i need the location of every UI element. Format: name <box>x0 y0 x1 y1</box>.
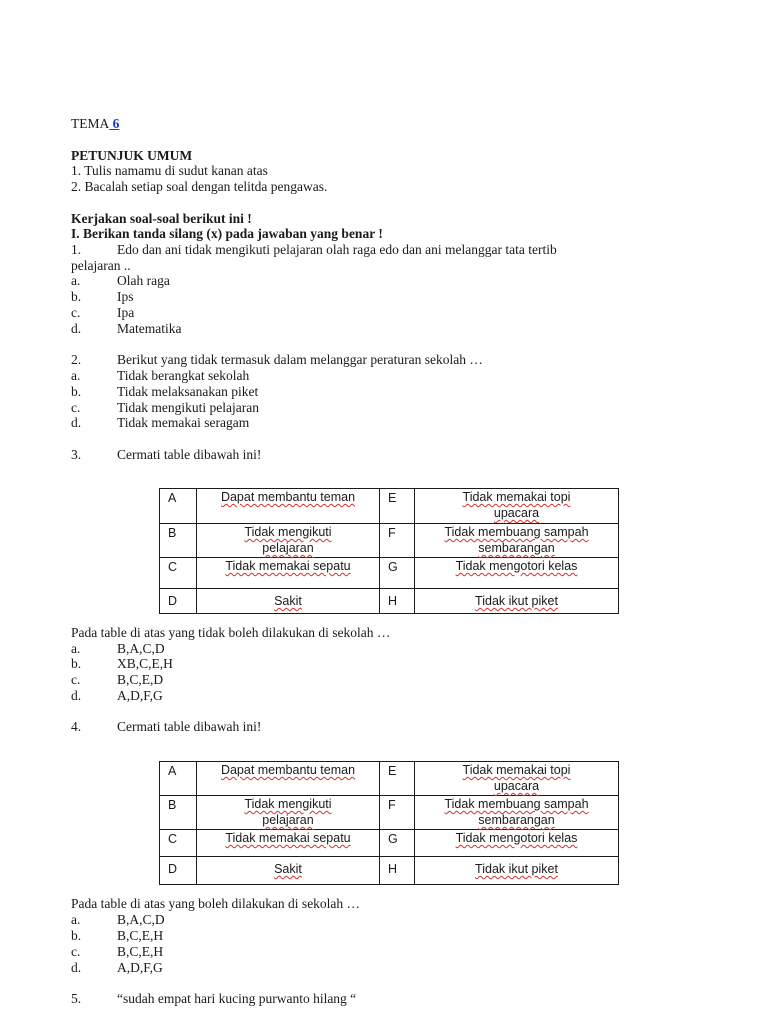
instruction-line-1: Kerjakan soal-soal berikut ini ! <box>71 211 252 226</box>
cell-line: Tidak memakai topi <box>462 763 571 777</box>
option-letter: a. <box>71 273 81 288</box>
question-4-table <box>159 761 619 885</box>
option-letter: c. <box>71 944 81 959</box>
table-row <box>160 589 619 614</box>
cell-line: Tidak mengikuti <box>244 525 332 539</box>
cell-line: Tidak ikut piket <box>475 594 558 608</box>
option-letter: c. <box>71 672 81 687</box>
option-letter: d. <box>71 415 82 430</box>
question-3-table <box>159 488 619 614</box>
question-number: 4. <box>71 719 82 734</box>
table-key: E <box>380 762 415 796</box>
cell-line: sembarangan <box>478 813 555 827</box>
cell-line: Dapat membantu teman <box>220 490 356 504</box>
table-key: C <box>160 558 197 589</box>
question-text: Cermati table dibawah ini! <box>117 719 262 734</box>
cell-line: Tidak mengotori kelas <box>455 559 578 573</box>
table-cell <box>415 558 619 589</box>
table-key: H <box>380 857 415 885</box>
cell-line: pelajaran <box>262 813 314 827</box>
cell-line: Tidak membuang sampah <box>444 797 589 811</box>
option-text: Tidak mengikuti pelajaran <box>117 400 259 415</box>
option-text: B,A,C,D <box>117 641 165 656</box>
question-number: 1. <box>71 242 82 257</box>
tema-number[interactable]: 6 <box>109 116 120 131</box>
option-letter: c. <box>71 400 81 415</box>
table-cell <box>415 762 619 796</box>
cell-line: Tidak memakai sepatu <box>225 831 351 845</box>
table-cell <box>197 489 380 524</box>
cell-line: Tidak memakai topi <box>462 490 571 504</box>
table-row <box>160 762 619 796</box>
petunjuk-item-2: 2. Bacalah setiap soal dengan telitda pengawas. <box>71 179 328 194</box>
table-cell <box>415 524 619 558</box>
table-cell <box>197 589 380 614</box>
option-letter: b. <box>71 928 82 943</box>
option-letter: c. <box>71 305 81 320</box>
option-text: Olah raga <box>117 273 170 288</box>
cell-line: Tidak ikut piket <box>475 862 558 876</box>
cell-line: Dapat membantu teman <box>220 763 356 777</box>
option-letter: a. <box>71 368 81 383</box>
table-row <box>160 796 619 830</box>
cell-line: Tidak membuang sampah <box>444 525 589 539</box>
table-key: D <box>160 589 197 614</box>
cell-line: Sakit <box>274 594 302 608</box>
table-key: G <box>380 830 415 857</box>
option-letter: d. <box>71 960 82 975</box>
question-text: Cermati table dibawah ini! <box>117 447 262 462</box>
tema-heading <box>71 116 119 132</box>
table-row <box>160 830 619 857</box>
petunjuk-item-1: 1. Tulis namamu di sudut kanan atas <box>71 163 268 178</box>
option-text: Matematika <box>117 321 182 336</box>
table-key: B <box>160 524 197 558</box>
question-text: Edo dan ani tidak mengikuti pelajaran olah raga edo dan ani melanggar tata tertib <box>117 242 557 257</box>
question-text: “sudah empat hari kucing purwanto hilang “ <box>117 991 357 1006</box>
question-text: Berikut yang tidak termasuk dalam melanggar peraturan sekolah … <box>117 352 483 367</box>
table-key: C <box>160 830 197 857</box>
option-text: A,D,F,G <box>117 960 163 975</box>
cell-line: Tidak memakai sepatu <box>225 559 351 573</box>
cell-line: Tidak mengikuti <box>244 797 332 811</box>
table-row <box>160 558 619 589</box>
table-cell <box>415 830 619 857</box>
question-3-prompt: Pada table di atas yang tidak boleh dilakukan di sekolah … <box>71 625 391 640</box>
option-text: B,C,E,H <box>117 944 164 959</box>
option-letter: a. <box>71 912 81 927</box>
table-row <box>160 489 619 524</box>
table-cell <box>197 524 380 558</box>
table-cell <box>415 796 619 830</box>
option-letter: d. <box>71 321 82 336</box>
table-key: H <box>380 589 415 614</box>
table-key: F <box>380 524 415 558</box>
tema-label: TEMA <box>71 116 110 131</box>
cell-line: pelajaran <box>262 541 314 555</box>
table-cell <box>197 762 380 796</box>
table-cell <box>415 857 619 885</box>
option-text: A,D,F,G <box>117 688 163 703</box>
option-text: Tidak memakai seragam <box>117 415 250 430</box>
option-text: Tidak berangkat sekolah <box>117 368 250 383</box>
option-text: Ipa <box>117 305 135 320</box>
table-key: G <box>380 558 415 589</box>
table-key: D <box>160 857 197 885</box>
table-cell <box>197 830 380 857</box>
question-number: 3. <box>71 447 82 462</box>
cell-line: Sakit <box>274 862 302 876</box>
option-text: B,A,C,D <box>117 912 165 927</box>
table-key: A <box>160 489 197 524</box>
option-letter: a. <box>71 641 81 656</box>
table-cell <box>197 558 380 589</box>
petunjuk-title: PETUNJUK UMUM <box>71 148 193 163</box>
option-text: B,C,E,H <box>117 928 164 943</box>
instruction-line-2: I. Berikan tanda silang (x) pada jawaban yang benar ! <box>71 226 383 241</box>
option-text: Ips <box>117 289 134 304</box>
option-text: Tidak melaksanakan piket <box>117 384 259 399</box>
cell-line: sembarangan <box>478 541 555 555</box>
option-letter: b. <box>71 656 82 671</box>
question-4-prompt: Pada table di atas yang boleh dilakukan di sekolah … <box>71 896 361 911</box>
question-number: 2. <box>71 352 82 367</box>
question-number: 5. <box>71 991 82 1006</box>
table-cell <box>197 857 380 885</box>
table-row <box>160 524 619 558</box>
cell-line: upacara <box>493 506 540 520</box>
table-key: B <box>160 796 197 830</box>
option-letter: b. <box>71 289 82 304</box>
table-row <box>160 857 619 885</box>
table-cell <box>415 589 619 614</box>
table-key: A <box>160 762 197 796</box>
option-letter: d. <box>71 688 82 703</box>
table-key: F <box>380 796 415 830</box>
option-letter: b. <box>71 384 82 399</box>
table-cell <box>415 489 619 524</box>
option-text: XB,C,E,H <box>117 656 173 671</box>
question-text-continuation: pelajaran .. <box>71 258 131 273</box>
table-cell <box>197 796 380 830</box>
table-key: E <box>380 489 415 524</box>
cell-line: upacara <box>493 779 540 793</box>
option-text: B,C,E,D <box>117 672 164 687</box>
cell-line: Tidak mengotori kelas <box>455 831 578 845</box>
